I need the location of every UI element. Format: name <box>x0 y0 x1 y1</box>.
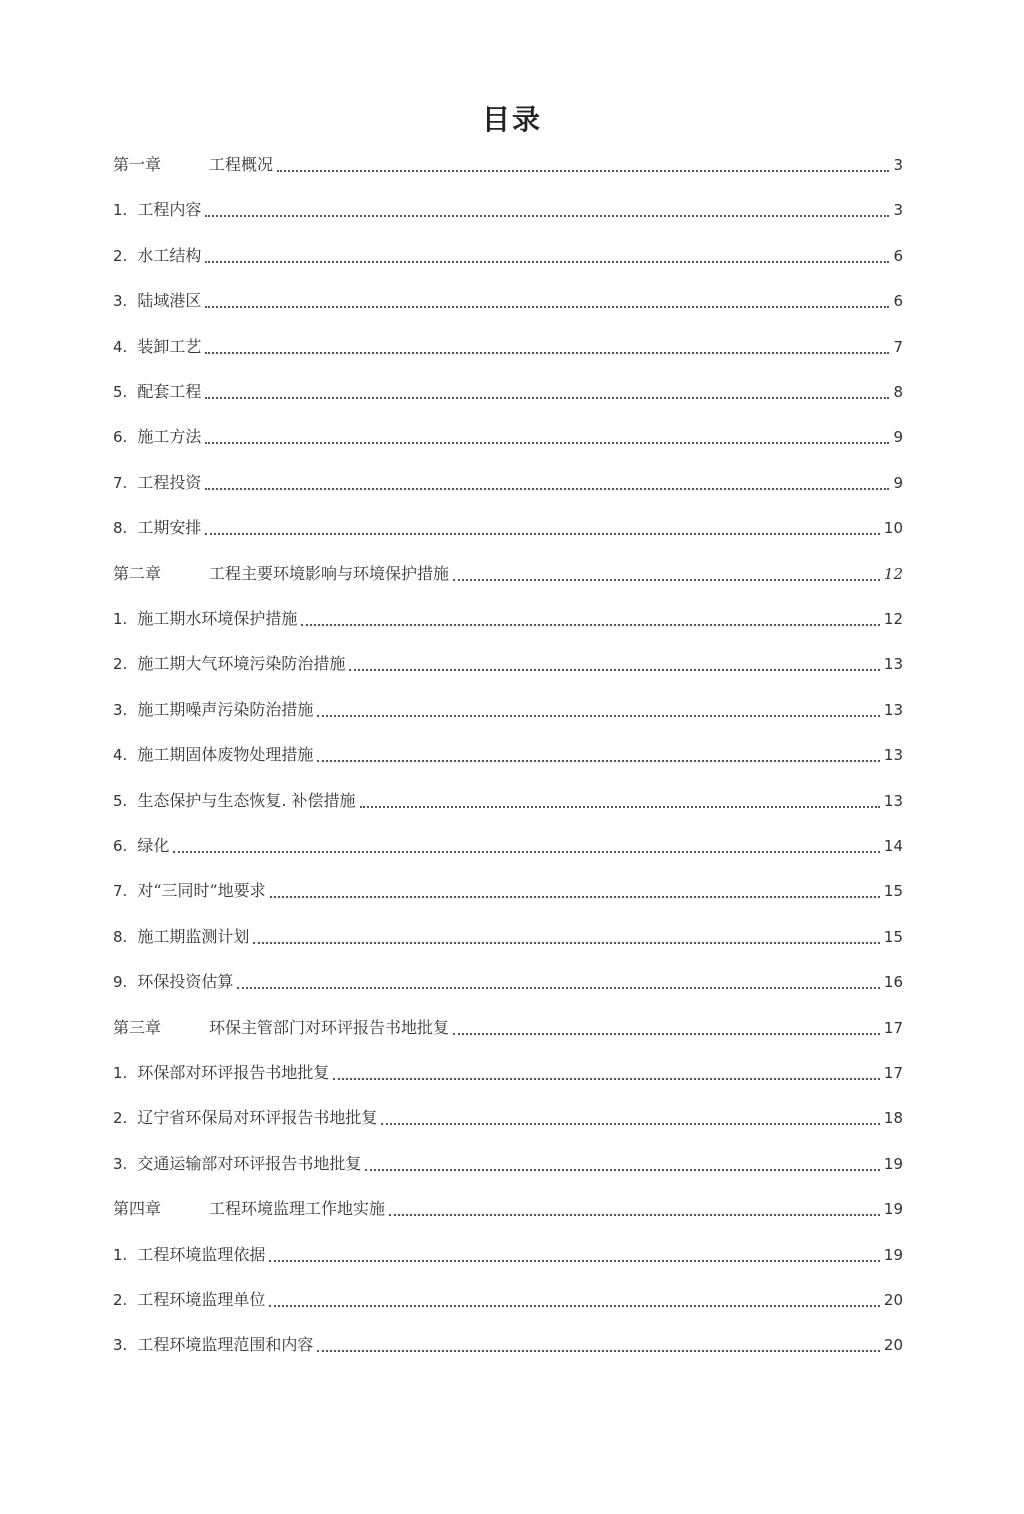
toc-entry-label <box>113 790 356 812</box>
toc-page-number: 12 <box>883 610 903 628</box>
toc-dot-leader <box>317 1349 880 1352</box>
toc-entry-number: 4. <box>113 746 128 765</box>
toc-entry-number: 第三章 <box>113 1017 162 1037</box>
toc-entry-label <box>113 199 201 221</box>
toc-entry-label <box>113 1244 265 1266</box>
toc-page-number: 13 <box>883 700 903 719</box>
toc-entry-text: 工程投资 <box>137 472 202 492</box>
toc-entry-text: 工程环境监理单位 <box>137 1290 266 1309</box>
toc-entry-number: 第一章 <box>113 155 162 174</box>
toc-dot-leader <box>333 1077 880 1080</box>
toc-entry-label <box>113 835 169 857</box>
toc-entry-text: 工程环境监理依据 <box>137 1244 266 1264</box>
toc-section-entry[interactable] <box>113 604 903 630</box>
toc-entry-text: 辽宁省环保局对环评报告书地批复 <box>137 1108 378 1128</box>
toc-section-entry[interactable] <box>113 649 903 675</box>
toc-entry-text: 环保部对环评报告书地批复 <box>137 1063 330 1082</box>
toc-page-number: 15 <box>883 927 903 946</box>
toc-entry-label <box>113 1334 313 1356</box>
toc-page-number: 6 <box>893 292 903 311</box>
toc-dot-leader <box>349 668 880 671</box>
toc-entry-label <box>113 744 313 766</box>
toc-entry-text: 施工方法 <box>137 427 202 447</box>
toc-section-entry[interactable] <box>113 195 903 221</box>
toc-entry-number: 3. <box>113 1336 128 1355</box>
toc-entry-text: 装卸工艺 <box>137 336 202 356</box>
toc-entry-label <box>113 245 201 267</box>
toc-entry-number: 1. <box>113 1064 128 1082</box>
toc-dot-leader <box>205 396 889 399</box>
toc-chapter-entry[interactable] <box>113 1013 903 1039</box>
toc-dot-leader <box>270 895 880 898</box>
toc-entry-number: 1. <box>113 1245 128 1264</box>
toc-entry-label <box>113 926 249 948</box>
toc-dot-leader <box>317 714 880 717</box>
toc-title: 目录 <box>481 103 542 136</box>
toc-page-number: 6 <box>893 246 903 265</box>
toc-page-number: 9 <box>893 473 903 492</box>
toc-entry-number: 2. <box>113 1109 128 1128</box>
toc-entry-label <box>113 472 201 494</box>
toc-entry-number: 7. <box>113 473 128 492</box>
toc-section-entry[interactable] <box>113 1103 903 1129</box>
toc-page-number: 12 <box>883 564 903 583</box>
toc-section-entry[interactable] <box>113 513 903 539</box>
toc-page-number: 8 <box>893 383 903 401</box>
toc-dot-leader <box>205 305 889 308</box>
toc-entry-number: 2. <box>113 246 128 265</box>
toc-section-entry[interactable] <box>113 1240 903 1266</box>
toc-entry-label <box>113 653 345 675</box>
toc-entry-label <box>113 426 201 448</box>
toc-entry-label <box>113 1107 377 1129</box>
toc-chapter-entry[interactable] <box>113 1194 903 1220</box>
toc-entry-text: 环保主管部门对环评报告书地批复 <box>209 1017 450 1037</box>
toc-page-number: 3 <box>893 156 903 174</box>
toc-entry-label <box>113 971 233 993</box>
toc-page-number: 13 <box>883 655 903 674</box>
toc-entry-number: 9. <box>113 973 128 992</box>
toc-page-number: 10 <box>883 519 903 538</box>
toc-section-entry[interactable] <box>113 695 903 721</box>
toc-section-entry[interactable] <box>113 740 903 766</box>
toc-dot-leader <box>269 1304 880 1307</box>
toc-entry-number: 7. <box>113 882 128 901</box>
toc-section-entry[interactable] <box>113 241 903 267</box>
toc-section-entry[interactable] <box>113 922 903 948</box>
toc-entry-label <box>113 336 201 358</box>
toc-entry-text: 配套工程 <box>137 382 202 401</box>
toc-entry-number: 3. <box>113 1154 128 1173</box>
toc-entry-text: 施工期监测计划 <box>137 926 250 946</box>
toc-entry-number: 3. <box>113 700 128 719</box>
toc-dot-leader <box>205 441 889 444</box>
toc-dot-leader <box>205 532 880 535</box>
toc-page-number: 18 <box>883 1109 903 1128</box>
toc-entry-label <box>113 1062 329 1084</box>
toc-section-entry[interactable] <box>113 332 903 358</box>
toc-entry-label <box>113 608 297 630</box>
toc-page-number: 16 <box>883 973 903 992</box>
toc-entry-label <box>113 880 266 902</box>
toc-entry-label <box>113 1198 385 1220</box>
toc-dot-leader <box>453 1032 880 1035</box>
toc-page-number: 13 <box>883 746 903 765</box>
toc-entry-number: 5. <box>113 383 128 401</box>
toc-entry-label <box>113 154 273 176</box>
toc-entry-text: 工程环境监理范围和内容 <box>137 1335 314 1355</box>
toc-entry-number: 4. <box>113 337 128 356</box>
toc-entry-text: 工程环境监理工作地实施 <box>209 1199 386 1219</box>
toc-entry-number: 6. <box>113 837 128 855</box>
toc-dot-leader <box>301 623 880 626</box>
toc-entry-label <box>113 563 449 585</box>
toc-entry-number: 8. <box>113 519 128 538</box>
toc-entry-label <box>113 1153 361 1175</box>
toc-entry-text: 绿化 <box>137 836 170 855</box>
toc-entry-text: 施工期大气环境污染防治措施 <box>137 654 346 674</box>
toc-dot-leader <box>205 260 889 263</box>
toc-entry-text: 陆域港区 <box>137 291 202 311</box>
toc-page-number: 17 <box>883 1064 903 1082</box>
toc-chapter-entry[interactable] <box>113 559 903 585</box>
toc-entry-label <box>113 1017 449 1039</box>
toc-page-number: 19 <box>883 1154 903 1173</box>
toc-entry-label <box>113 517 201 539</box>
toc-entry-text: 生态保护与生态恢复. 补偿措施 <box>137 790 356 810</box>
toc-section-entry[interactable] <box>113 1149 903 1175</box>
toc-entry-number: 2. <box>113 1291 128 1309</box>
toc-dot-leader <box>205 351 889 354</box>
toc-page-number: 9 <box>893 428 903 447</box>
toc-page-number: 17 <box>883 1018 903 1037</box>
toc-dot-leader <box>237 986 880 989</box>
toc-entry-text: 交通运输部对环评报告书地批复 <box>137 1153 362 1173</box>
toc-section-entry[interactable] <box>113 831 903 857</box>
toc-entry-text: 工程主要环境影响与环境保护措施 <box>209 563 450 583</box>
toc-section-entry[interactable] <box>113 967 903 993</box>
toc-section-entry[interactable] <box>113 1330 903 1356</box>
toc-dot-leader <box>381 1122 880 1125</box>
toc-entry-text: 水工结构 <box>137 245 202 265</box>
toc-section-entry[interactable] <box>113 1285 903 1311</box>
toc-section-entry[interactable] <box>113 1058 903 1084</box>
toc-page-number: 13 <box>883 791 903 810</box>
toc-page-number: 14 <box>883 837 903 855</box>
toc-page-number: 7 <box>893 337 903 356</box>
toc-entry-text: 工程内容 <box>137 200 202 220</box>
toc-page-number: 20 <box>883 1336 903 1355</box>
toc-entry-number: 6. <box>113 428 128 447</box>
toc-entry-text: 对“三同时”地要求 <box>137 881 266 901</box>
toc-dot-leader <box>173 850 880 853</box>
toc-page-number: 3 <box>893 201 903 220</box>
toc-entry-label <box>113 381 201 403</box>
toc-dot-leader <box>277 169 889 172</box>
toc-entry-number: 第四章 <box>113 1199 162 1219</box>
toc-entry-label <box>113 1289 265 1311</box>
toc-dot-leader <box>360 805 880 808</box>
toc-entry-text: 工期安排 <box>137 518 202 538</box>
toc-entry-label <box>113 290 201 312</box>
toc-dot-leader <box>269 1259 880 1262</box>
toc-chapter-entry[interactable] <box>113 150 903 176</box>
toc-dot-leader <box>453 578 880 581</box>
toc-dot-leader <box>205 214 889 217</box>
toc-dot-leader <box>317 759 880 762</box>
toc-section-entry[interactable] <box>113 422 903 448</box>
toc-section-entry[interactable] <box>113 468 903 494</box>
toc-entry-number: 3. <box>113 292 128 311</box>
toc-entry-text: 工程概况 <box>209 155 274 174</box>
toc-section-entry[interactable] <box>113 286 903 312</box>
toc-entry-number: 1. <box>113 610 128 628</box>
toc-dot-leader <box>253 941 880 944</box>
toc-entry-number: 2. <box>113 655 128 674</box>
toc-page-number: 20 <box>883 1291 903 1309</box>
toc-dot-leader <box>205 487 889 490</box>
toc-entry-number: 5. <box>113 791 128 810</box>
toc-dot-leader <box>365 1168 880 1171</box>
toc-entry-text: 施工期固体废物处理措施 <box>137 745 314 765</box>
toc-page-number: 19 <box>883 1200 903 1219</box>
toc-entry-text: 施工期噪声污染防治措施 <box>137 699 314 719</box>
toc-entry-number: 1. <box>113 201 128 220</box>
toc-section-entry[interactable] <box>113 786 903 812</box>
toc-page-number: 15 <box>883 882 903 901</box>
toc-entry-text: 施工期水环境保护措施 <box>137 609 298 628</box>
toc-section-entry[interactable] <box>113 876 903 902</box>
toc-entry-number: 第二章 <box>113 563 162 583</box>
toc-dot-leader <box>389 1213 880 1216</box>
toc-entry-number: 8. <box>113 927 128 946</box>
toc-entry-label <box>113 699 313 721</box>
toc-entry-text: 环保投资估算 <box>137 972 234 992</box>
toc-page-number: 19 <box>883 1245 903 1264</box>
toc-section-entry[interactable] <box>113 377 903 403</box>
